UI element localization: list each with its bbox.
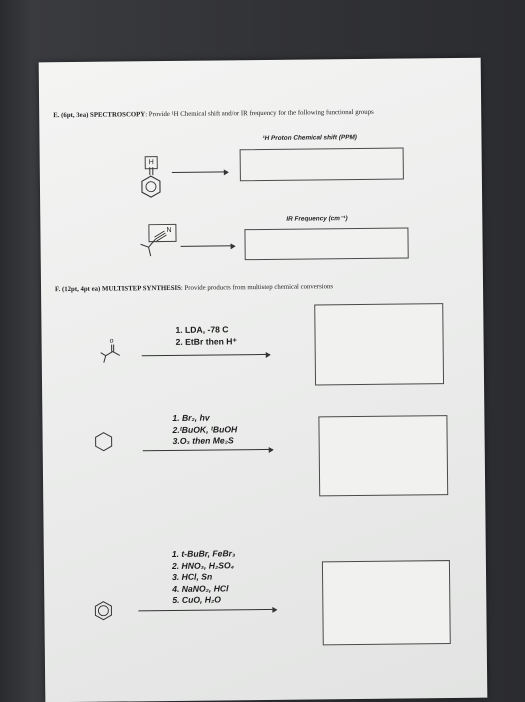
- nitrile-structure: [136, 224, 176, 260]
- ketone-icon: [98, 335, 126, 365]
- reaction-2-reagents: [172, 412, 237, 447]
- arrow-nitrile: [181, 245, 235, 247]
- arrow-aldehyde: [172, 171, 228, 173]
- section-e-points: (6pt, 3ea): [61, 112, 88, 119]
- section-e-instructions: : Provide ¹H Chemical shift and/or IR frequency for the following functional groups: [145, 109, 374, 118]
- reaction-2-step: 1. Br₂, hv: [172, 412, 237, 424]
- svg-text:o: o: [110, 338, 114, 345]
- proton-shift-header: ¹H Proton Chemical shift (PPM): [262, 134, 357, 142]
- arrow-reaction-3: [138, 609, 276, 611]
- arrow-reaction-1: [142, 354, 270, 356]
- reaction-2-step: 3.O₃ then Me₂S: [173, 435, 238, 447]
- worksheet-page: [39, 58, 488, 702]
- answer-box-reaction-2[interactable]: [318, 415, 448, 496]
- section-f-instructions: : Provide products from multistep chemical conversions: [181, 283, 333, 292]
- cyclohexane-icon: [93, 431, 115, 453]
- answer-box-reaction-1[interactable]: [314, 303, 444, 385]
- reaction-1-reagents: [175, 324, 237, 348]
- reaction-3-step: 2. HNO₃, H₂SO₄: [172, 560, 236, 572]
- answer-box-reaction-3[interactable]: [322, 560, 451, 645]
- reaction-1-step: 2. EtBr then H⁺: [176, 336, 237, 348]
- aldehyde-h-label: H: [145, 156, 158, 169]
- reaction-3-step: 4. NaNO₂, HCl: [172, 583, 236, 595]
- reaction-3-step: 1. t-BuBr, FeBr₃: [172, 548, 236, 560]
- benzene-icon: [92, 600, 114, 622]
- reaction-3-step: 3. HCl, Sn: [172, 571, 236, 583]
- section-e-title: SPECTROSCOPY: [90, 111, 145, 119]
- reaction-2-step: 2.ᵗBuOK, ᵗBuOH: [172, 424, 237, 436]
- reaction-3-step: 5. CuO, H₂O: [172, 594, 236, 606]
- section-f-title: MULTISTEP SYNTHESIS: [102, 285, 181, 293]
- section-f-points: (12pt, 4pt ea): [62, 286, 100, 293]
- reaction-1-step: 1. LDA, -78 C: [175, 324, 236, 336]
- answer-box-ir-frequency[interactable]: [244, 227, 408, 260]
- section-f-label: F.: [55, 286, 60, 293]
- arrow-reaction-2: [143, 449, 273, 451]
- section-e-label: E.: [53, 112, 59, 119]
- ir-frequency-header: IR Frequency (cm⁻¹): [286, 214, 347, 223]
- answer-box-proton-shift[interactable]: [240, 148, 404, 182]
- section-e-header: [53, 109, 374, 119]
- section-f-header: [55, 283, 333, 293]
- reaction-3-reagents: [172, 548, 236, 606]
- benzaldehyde-structure: [140, 156, 165, 204]
- nitrile-n-label: N: [166, 227, 171, 234]
